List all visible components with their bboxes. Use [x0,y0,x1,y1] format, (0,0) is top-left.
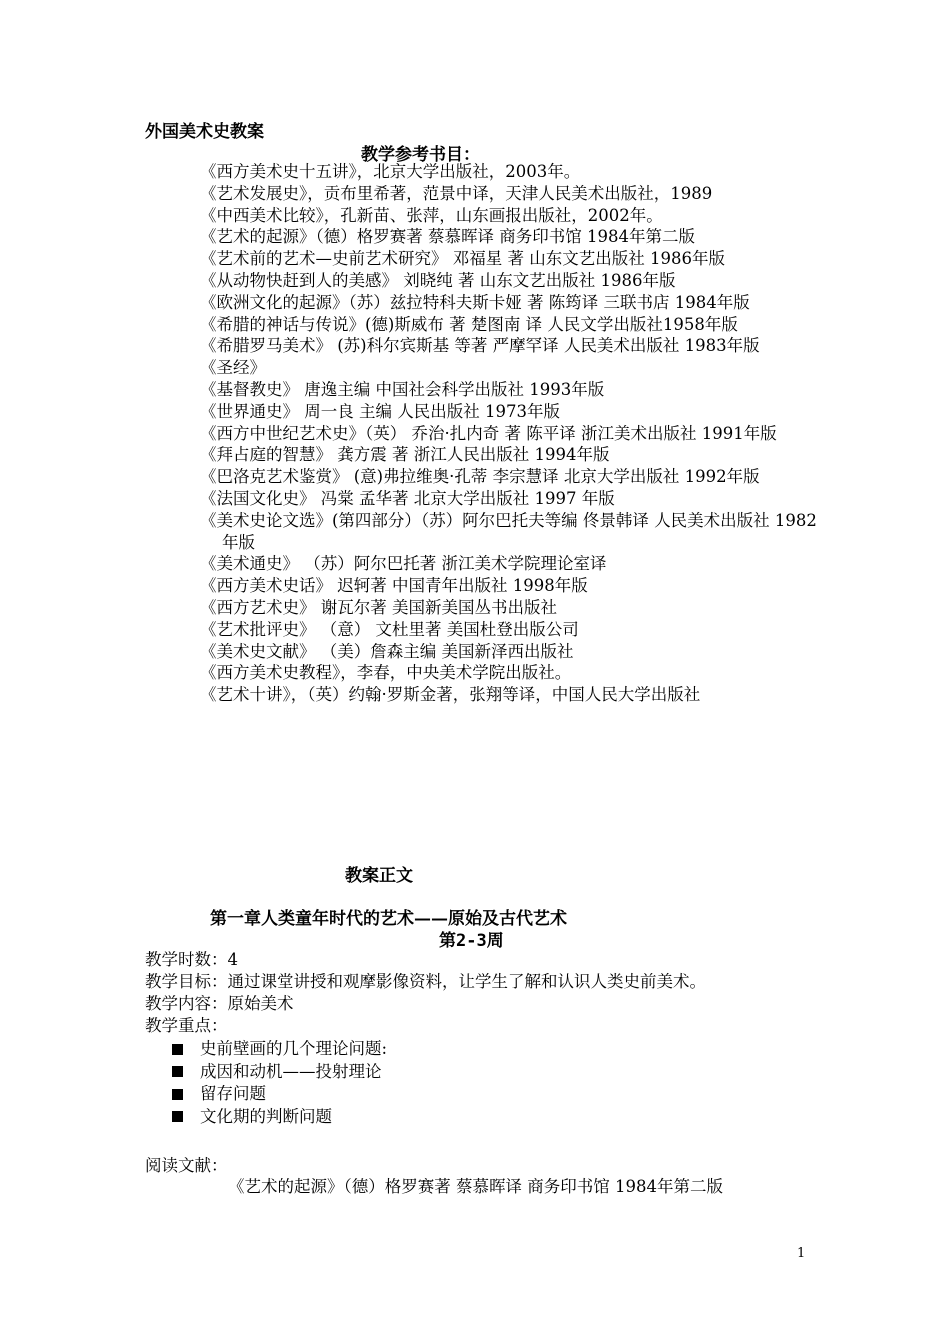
references-heading: 教学参考书目： [361,145,480,165]
reference-item: 《法国文化史》 冯棠 孟华著 北京大学出版社 1997 年版 [200,488,615,508]
square-bullet-icon [172,1089,183,1100]
reference-item: 《西方美术史话》 迟轲著 中国青年出版社 1998年版 [200,576,588,596]
reference-list [200,161,820,706]
reading-item: 《艺术的起源》（德）格罗赛著 蔡慕晖译 商务印书馆 1984年第二版 [228,1177,723,1196]
reference-item: 《艺术十讲》，（英）约翰·罗斯金著，张翔等译，中国人民大学出版社 [200,685,701,705]
week-label: 第2-3周 [439,931,504,951]
chapter-title: 第一章人类童年时代的艺术——原始及古代艺术 [210,909,567,929]
reference-item: 《西方美术史教程》，李春，中央美术学院出版社。 [200,663,572,683]
reference-item: 《希腊的神话与传说》(德)斯威布 著 楚图南 译 人民文学出版社1958年版 [200,314,738,334]
reference-item: 《西方美术史十五讲》，北京大学出版社，2003年。 [200,162,581,181]
reference-item: 《圣经》 [200,358,266,378]
reference-item: 《艺术发展史》，贡布里希著，范景中译，天津人民美术出版社，1989 [200,183,713,203]
square-bullet-icon [172,1066,183,1077]
reference-item: 《美术史文献》 （美）詹森主编 美国新泽西出版社 [200,641,574,661]
key-point-text: 文化期的判断问题 [200,1106,332,1126]
reference-item: 《西方中世纪艺术史》（英） 乔治·扎内奇 著 陈平译 浙江美术出版社 1991年版 [200,423,777,443]
reference-item: 《巴洛克艺术鉴赏》 (意)弗拉维奥·孔蒂 李宗慧译 北京大学出版社 1992年版 [200,467,760,487]
reference-item: 《艺术前的艺术—史前艺术研究》 邓福星 著 山东文艺出版社 1986年版 [200,249,725,269]
reference-item: 《中西美术比较》，孔新苗、张萍，山东画报出版社，2002年。 [200,205,663,225]
document-title: 外国美术史教案 [145,122,264,142]
list-item [172,1038,387,1061]
reference-item: 《拜占庭的智慧》 龚方震 著 浙江人民出版社 1994年版 [200,445,610,465]
reference-item: 《艺术的起源》（德）格罗赛著 蔡慕晖译 商务印书馆 1984年第二版 [200,227,695,247]
reference-item: 《美术通史》 （苏）阿尔巴托著 浙江美术学院理论室译 [200,554,607,574]
square-bullet-icon [172,1044,183,1055]
reference-item: 《从动物快赶到人的美感》 刘晓纯 著 山东文艺出版社 1986年版 [200,270,676,290]
list-item [172,1083,387,1106]
reference-item: 《希腊罗马美术》 (苏)科尔宾斯基 等著 严摩罕译 人民美术出版社 1983年版 [200,336,760,356]
key-points-label: 教学重点： [145,1016,228,1035]
square-bullet-icon [172,1111,183,1122]
teaching-content: 教学内容：原始美术 [145,994,294,1013]
page-number: 1 [797,1246,806,1261]
reference-item: 《欧洲文化的起源》（苏）兹拉特科夫斯卡娅 著 陈筠译 三联书店 1984年版 [200,292,750,312]
reading-label: 阅读文献： [145,1156,228,1175]
reference-item: 《基督教史》 唐逸主编 中国社会科学出版社 1993年版 [200,379,605,399]
reference-item: 《西方艺术史》 谢瓦尔著 美国新美国丛书出版社 [200,597,557,617]
key-point-text: 留存问题 [200,1084,266,1103]
key-point-text: 史前壁画的几个理论问题: [200,1039,388,1058]
list-item [172,1061,387,1084]
body-heading: 教案正文 [345,866,413,886]
lesson-info [145,949,706,1037]
teaching-hours: 教学时数：4 [145,950,238,969]
reference-item: 《艺术批评史》 （意） 文杜里著 美国杜登出版公司 [200,619,579,639]
teaching-objective: 教学目标：通过课堂讲授和观摩影像资料，让学生了解和认识人类史前美术。 [145,972,706,991]
list-item [172,1106,387,1129]
key-points-list [172,1038,387,1128]
key-point-text: 成因和动机——投射理论 [200,1061,382,1081]
reference-item: 《美术史论文选》(第四部分）（苏）阿尔巴托夫等编 佟景韩译 人民美术出版社 1982年版 [200,510,817,552]
reference-item: 《世界通史》 周一良 主编 人民出版社 1973年版 [200,401,560,421]
